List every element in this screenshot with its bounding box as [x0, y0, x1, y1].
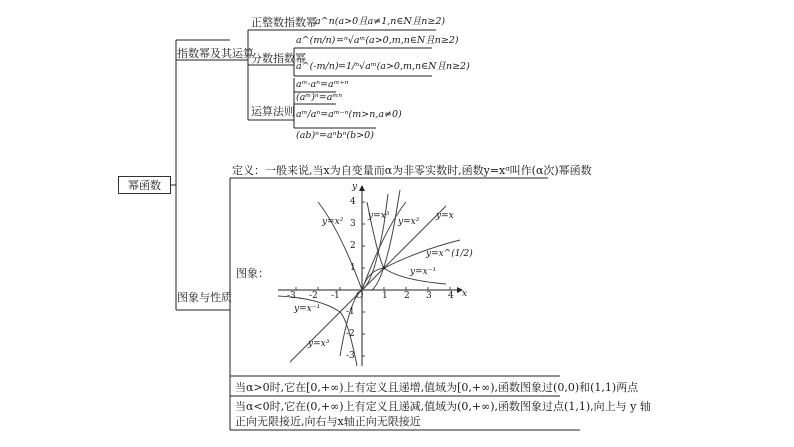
rule-item: aᵐ·aⁿ=aᵐ⁺ⁿ: [296, 79, 349, 90]
power-function-graph: [270, 180, 470, 370]
integer-power-def: a^n(a>0且a≠1,n∈N且n≥2): [315, 16, 446, 27]
curve-label: y=x⁻¹: [294, 304, 321, 314]
x-tick: -1: [331, 291, 340, 301]
rule-item: (aᵐ)ⁿ=aᵐⁿ: [296, 92, 343, 103]
curve-label: y=x³: [368, 211, 390, 221]
x-axis-label: x: [462, 289, 468, 299]
fractional-power-pos-lhs: a^(m/n): [296, 35, 336, 46]
fractional-power-neg-rhs: =1/ⁿ√aᵐ(a>0,m,n∈N且n≥2): [338, 61, 470, 72]
y-tick: 3: [350, 219, 356, 229]
y-tick: -3: [346, 351, 355, 361]
branch-graph-label: 图象与性质: [177, 291, 232, 304]
property-negative-alpha-line1: 当α<0时,它在(0,+∞)上有定义且递减,值域为(0,+∞),函数图象过点(1,1),向上与 y 轴: [235, 400, 651, 413]
fractional-power-pos-rhs: =ⁿ√aᵐ(a>0,m,n∈N且n≥2): [336, 35, 459, 46]
fractional-power-label: 分数指数幂: [251, 52, 306, 65]
curve-label: y=x²: [322, 217, 344, 227]
rule-item: aᵐ/aⁿ=aᵐ⁻ⁿ(m>n,a≠0): [296, 109, 402, 120]
origin-label: O: [356, 291, 364, 301]
fractional-power-neg-lhs: a^(-m/n): [296, 61, 339, 72]
y-tick: 4: [350, 197, 356, 207]
rules-label: 运算法则: [251, 105, 295, 118]
curve-label: y=x⁻¹: [410, 267, 437, 277]
property-negative-alpha-line2: 正向无限接近,向右与x轴正向无限接近: [235, 415, 421, 428]
y-tick: -1: [346, 307, 355, 317]
graph-label: 图象：: [236, 267, 269, 280]
curve-label: y=x³: [308, 339, 330, 349]
y-tick: 2: [350, 241, 356, 251]
x-tick: 2: [404, 291, 410, 301]
property-positive-alpha: 当α>0时,它在[0,+∞)上有定义且递增,值域为[0,+∞),函数图象过(0,0)和(1,1)两点: [235, 381, 639, 394]
curve-square-right: [372, 190, 400, 290]
branch-ops-label: 指数幂及其运算: [177, 47, 254, 60]
curve-label: y=x²: [398, 217, 420, 227]
x-tick: 4: [448, 291, 454, 301]
curve-label: y=x^(1/2): [426, 249, 473, 259]
x-tick: -2: [309, 291, 318, 301]
y-tick: 1: [350, 263, 356, 273]
root-node: [118, 176, 171, 194]
x-tick: 3: [426, 291, 432, 301]
y-axis-label: y: [352, 182, 358, 192]
rule-item: (ab)ⁿ=aⁿbⁿ(b>0): [296, 130, 374, 141]
root-label: 幂函数: [128, 179, 161, 192]
x-tick: -3: [287, 291, 296, 301]
definition-text: 定义：一般来说,当x为自变量而α为非零实数时,函数y=xᵅ叫作(α次)幂函数: [232, 164, 592, 177]
curve-label: y=x: [436, 211, 454, 221]
y-tick: -2: [346, 329, 355, 339]
x-tick: 1: [382, 291, 388, 301]
integer-power-label: 正整数指数幂: [251, 16, 317, 29]
